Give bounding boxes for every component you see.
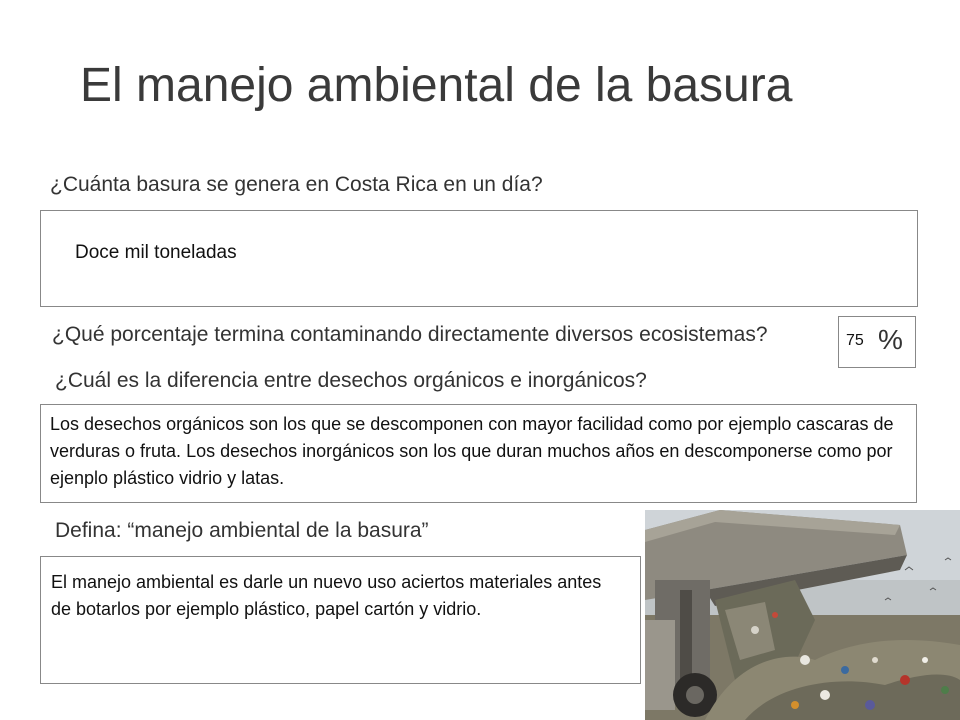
answer-box-1[interactable] (40, 210, 918, 307)
answer-box-3[interactable] (40, 404, 917, 503)
answer-1-text: Doce mil toneladas (75, 242, 237, 263)
percentage-symbol: % (878, 324, 903, 355)
question-3: ¿Cuál es la diferencia entre desechos orgánicos e inorgánicos? (55, 369, 647, 392)
question-4: Defina: “manejo ambiental de la basura” (55, 519, 429, 542)
answer-4-text: El manejo ambiental es darle un nuevo uso aciertos materiales antes de botarlos por ejemplo plástico, papel cartón y vidrio. (51, 572, 602, 619)
question-2: ¿Qué porcentaje termina contaminando directamente diversos ecosistemas? (52, 323, 768, 346)
percentage-value: 75 (846, 332, 864, 349)
slide-title: El manejo ambiental de la basura (80, 59, 793, 112)
answer-box-4[interactable] (40, 556, 641, 684)
answer-3-text: Los desechos orgánicos son los que se descomponen con mayor facilidad como por ejemplo cascaras de verduras o fruta. Los desechos inorgánicos son los que duran muchos años en descomponerse como por ejenplo plástico vidrio y latas. (50, 414, 894, 488)
question-1: ¿Cuánta basura se genera en Costa Rica en un día? (50, 173, 543, 196)
landfill-truck-photo (645, 510, 960, 720)
